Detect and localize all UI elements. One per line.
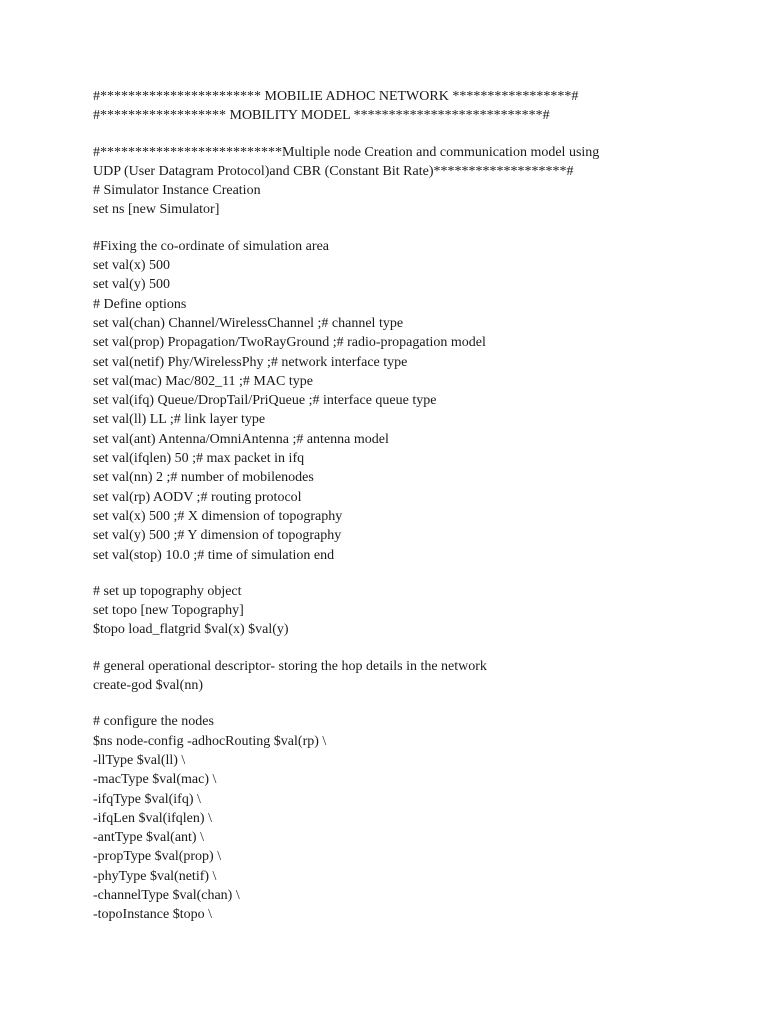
text-line: set val(x) 500 ;# X dimension of topography (93, 508, 343, 524)
text-line: UDP (User Datagram Protocol)and CBR (Constant Bit Rate)*******************# (93, 163, 574, 179)
text-line: #****************** MOBILITY MODEL ***************************# (93, 108, 550, 124)
text-line: #Fixing the co-ordinate of simulation area (93, 238, 329, 254)
text-line: set val(netif) Phy/WirelessPhy ;# network interface type (93, 354, 408, 370)
text-line: set val(chan) Channel/WirelessChannel ;# channel type (93, 315, 404, 331)
text-line: set val(ll) LL ;# link layer type (93, 412, 266, 428)
blank-line (93, 695, 713, 712)
text-line: # general operational descriptor- storing the hop details in the network (93, 658, 487, 674)
text-line: -antType $val(ant) \ (93, 830, 204, 846)
text-line: -macType $val(mac) \ (93, 772, 217, 788)
text-line: set val(y) 500 (93, 277, 170, 293)
text-line: set topo [new Topography] (93, 603, 244, 619)
text-line: -channelType $val(chan) \ (93, 887, 240, 903)
text-line: # Simulator Instance Creation (93, 183, 261, 199)
text-line: set ns [new Simulator] (93, 202, 220, 218)
text-line: set val(ifqlen) 50 ;# max packet in ifq (93, 451, 305, 467)
blank-line (93, 565, 713, 582)
text-line: -llType $val(ll) \ (93, 752, 186, 768)
text-line: $topo load_flatgrid $val(x) $val(y) (93, 622, 289, 638)
text-line: set val(mac) Mac/802_11 ;# MAC type (93, 373, 313, 389)
text-line: -ifqType $val(ifq) \ (93, 791, 201, 807)
text-line: -ifqLen $val(ifqlen) \ (93, 810, 212, 826)
text-line: set val(ifq) Queue/DropTail/PriQueue ;# interface queue type (93, 393, 437, 409)
text-line: set val(y) 500 ;# Y dimension of topography (93, 528, 342, 544)
text-line: #*********************** MOBILIE ADHOC NETWORK *****************# (93, 89, 579, 104)
text-line: # Define options (93, 296, 187, 312)
blank-line (93, 640, 713, 657)
text-line: set val(prop) Propagation/TwoRayGround ;# radio-propagation model (93, 335, 486, 351)
document-body (93, 87, 713, 925)
text-line: # configure the nodes (93, 714, 214, 730)
text-line: -phyType $val(netif) \ (93, 868, 217, 884)
text-line: set val(ant) Antenna/OmniAntenna ;# antenna model (93, 431, 389, 447)
text-line: -topoInstance $topo \ (93, 907, 212, 923)
text-line: set val(rp) AODV ;# routing protocol (93, 489, 302, 505)
text-line: #**************************Multiple node Creation and communication model using (93, 144, 600, 160)
text-line: # set up topography object (93, 583, 242, 599)
text-line: create-god $val(nn) (93, 678, 203, 694)
blank-line (93, 126, 713, 143)
blank-line (93, 220, 713, 237)
text-line: $ns node-config -adhocRouting $val(rp) \ (93, 733, 327, 749)
text-line: set val(stop) 10.0 ;# time of simulation end (93, 547, 335, 563)
text-line: set val(x) 500 (93, 258, 170, 274)
text-line: set val(nn) 2 ;# number of mobilenodes (93, 470, 314, 486)
text-line: -propType $val(prop) \ (93, 849, 222, 865)
